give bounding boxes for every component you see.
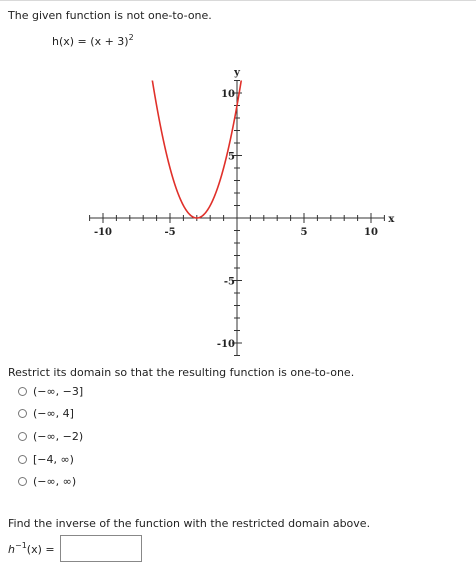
function-expression: h(x) = (x + 3) [52,35,129,48]
x-tick-label: -10 [93,227,113,238]
radio-button[interactable] [18,432,27,441]
x-tick-label: -5 [164,227,176,238]
x-axis-label: x [388,214,395,225]
inverse-argument: (x) = [26,543,55,556]
option-label: [−4, ∞) [33,452,74,466]
option-label: (−∞, ∞) [33,474,77,488]
function-exponent: 2 [128,33,134,42]
radio-button[interactable] [18,477,27,486]
y-tick-label: 10 [221,89,235,100]
option-2[interactable] [18,406,74,420]
option-label: (−∞, −3] [33,384,84,398]
option-3[interactable] [18,429,83,443]
parabola-curve [150,65,244,218]
curve-layer [150,65,244,218]
problem-statement: The given function is not one-to-one. [8,9,212,22]
inverse-superscript: −1 [14,541,27,550]
x-tick-label: 5 [300,227,308,238]
radio-button[interactable] [18,409,27,418]
y-tick-label: -10 [216,339,235,350]
tick-labels [94,68,395,351]
domain-question: Restrict its domain so that the resulting function is one-to-one. [8,366,355,379]
radio-button[interactable] [18,387,27,396]
option-label: (−∞, 4] [33,406,74,420]
y-axis-label: y [234,67,240,79]
inverse-function-name: h [8,543,15,556]
inverse-question: Find the inverse of the function with the restricted domain above. [8,517,371,530]
option-1[interactable] [18,384,83,398]
inverse-label [8,541,55,556]
option-4[interactable] [18,452,74,466]
radio-button[interactable] [18,455,27,464]
option-label: (−∞, −2) [33,429,84,443]
y-tick-label: 5 [228,151,235,163]
option-5[interactable] [18,474,76,488]
axes [90,81,385,356]
inverse-answer-input[interactable] [60,535,142,562]
y-tick-label: -5 [223,276,235,288]
x-tick-label: 10 [364,227,378,238]
